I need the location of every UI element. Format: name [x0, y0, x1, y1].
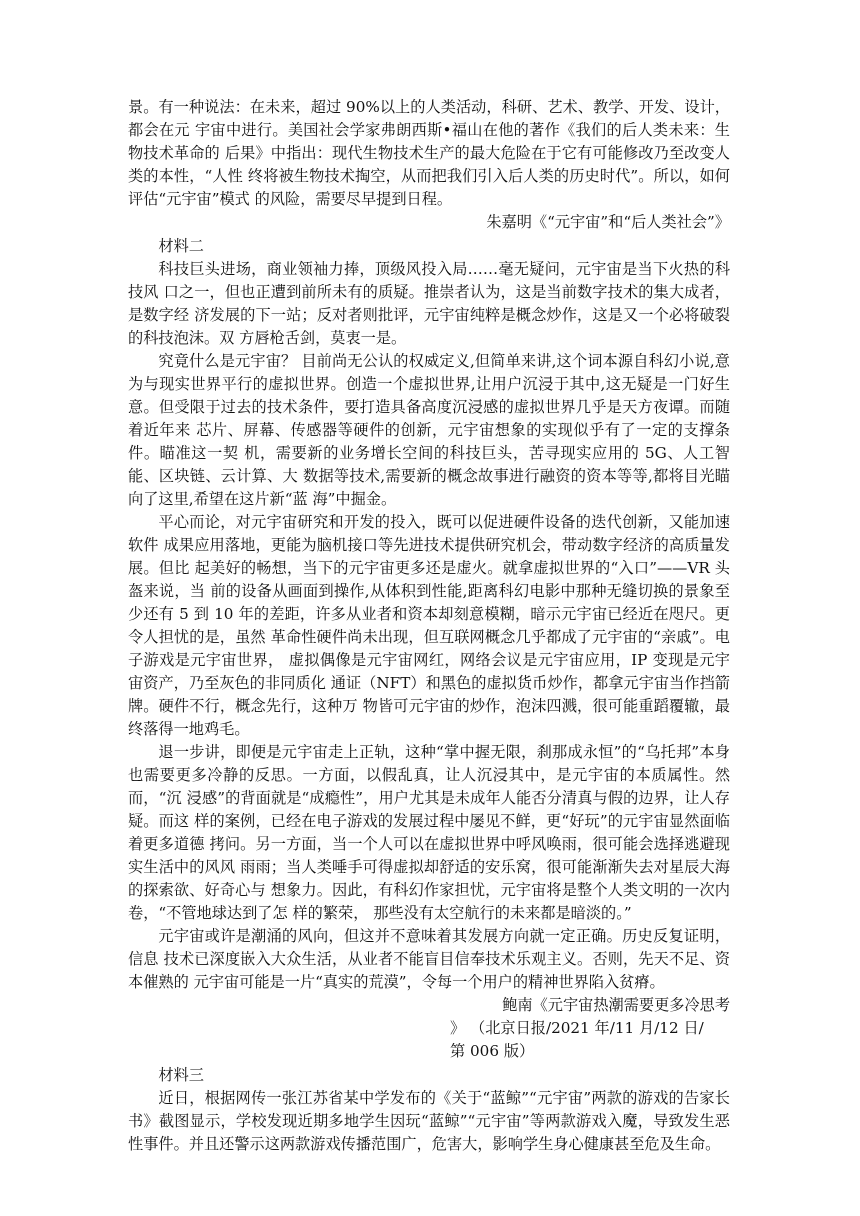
paragraph-material1-ending: 景。有一种说法：在未来，超过 90%以上的人类活动，科研、艺术、教学、开发、设计，都会在元 宇宙中进行。美国社会学家弗朗西斯•福山在他的著作《我们的后人类未来：生物技术革命的 后果》中指出：现代生物技术生产的最大危险在于它有可能修改乃至改变人类的本性，“人性 终将被生物技术掏空，从而把我们引入后人类的历史时代”。所以，如何评估“元宇宙”模式 的风险，需要尽早提到日程。 [128, 98, 730, 208]
source-citation-1: 朱嘉明《“元宇宙”和“后人类社会”》 [486, 213, 730, 231]
paragraph-hype: 平心而论，对元宇宙研究和开发的投入，既可以促进硬件设备的迭代创新，又能加速软件 成果应用落地，更能为脑机接口等先进技术提供研究机会，带动数字经济的高质量发展。但比 起美好的畅想，当下的元宇宙更多还是虚火。就拿虚拟世界的“入口”——VR 头盔来说，当 前的设备从画面到操作,从体积到性能,距离科幻电影中那种无缝切换的景象至少还有 5 到 10 年的差距，许多从业者和资本却刻意模糊，暗示元宇宙已经近在咫尺。更令人担忧的是，虽然 革命性硬件尚未出现，但互联网概念几乎都成了元宇宙的“亲戚”。电子游戏是元宇宙世界， 虚拟偶像是元宇宙网红，网络会议是元宇宙应用，IP 变现是元宇宙资产，乃至灰色的非同质化 通证（NFT）和黑色的虚拟货币炒作，都拿元宇宙当作挡箭牌。硬件不行，概念先行，这种万 物皆可元宇宙的炒作，泡沫四溅，很可能重蹈覆辙，最终落得一地鸡毛。 [128, 513, 730, 738]
paragraph-conclusion: 元宇宙或许是潮涌的风向，但这并不意味着其发展方向就一定正确。历史反复证明，信息 技术已深度嵌入大众生活，从业者不能盲目信奉技术乐观主义。否则，先天不足、资本催熟的 元宇宙可能是一片“真实的荒漠”，令每一个用户的精神世界陷入贫瘠。 [128, 927, 730, 991]
paragraph-material3: 近日，根据网传一张江苏省某中学发布的《关于“蓝鲸”“元宇宙”两款的游戏的告家长 书》截图显示，学校发现近期多地学生因玩“蓝鲸”“元宇宙”等两款游戏入魔，导致发生恶性事件。并且还警示这两款游戏传播范围广，危害大，影响学生身心健康甚至危及生命。 [128, 1089, 730, 1153]
source-citation-2-line2: 》 （北京日报/2021 年/11 月/12 日/ [450, 1019, 704, 1037]
material3-heading: 材料三 [158, 1066, 204, 1084]
source-citation-2-line3: 第 006 版） [450, 1042, 535, 1060]
paragraph-reflection: 退一步讲，即便是元宇宙走上正轨，这种“掌中握无限，刹那成永恒”的“乌托邦”本身 也需要更多冷静的反思。一方面，以假乱真，让人沉浸其中，是元宇宙的本质属性。然而，“沉 浸感”的背面就是“成瘾性”，用户尤其是未成年人能否分清真与假的边界，让人存疑。而这 样的案例，已经在电子游戏的发展过程中屡见不鲜，更“好玩”的元宇宙显然面临着更多道德 拷问。另一方面，当一个人可以在虚拟世界中呼风唤雨，很可能会选择逃避现实生活中的风风 雨雨；当人类唾手可得虚拟却舒适的安乐窝，很可能渐渐失去对星辰大海的探索欲、好奇心与 想象力。因此，有科幻作家担忧，元宇宙将是整个人类文明的一次内卷，“不管地球达到了怎 样的繁荣， 那些没有太空航行的未来都是暗淡的。” [128, 743, 730, 922]
paragraph-definition: 究竟什么是元宇宙？ 目前尚无公认的权威定义,但简单来讲,这个词本源自科幻小说,意为与现实世界平行的虚拟世界。创造一个虚拟世界,让用户沉浸于其中,这无疑是一门好生意。但受限于过去的技术条件，要打造具备高度沉浸感的虚拟世界几乎是天方夜谭。而随着近年来 芯片、屏幕、传感器等硬件的创新，元宇宙想象的实现似乎有了一定的支撑条件。瞄准这一契 机，需要新的业务增长空间的科技巨头，苦寻现实应用的 5G、人工智能、区块链、云计算、大 数据等技术,需要新的概念故事进行融资的资本等等,都将目光瞄向了这里,希望在这片新“蓝 海”中掘金。 [128, 352, 730, 508]
material2-heading: 材料二 [158, 237, 204, 255]
document-page [128, 96, 730, 1156]
source-citation-2-line1: 鲍南《元宇宙热潮需要更多冷思考 [502, 996, 730, 1014]
paragraph-material2-intro: 科技巨头进场，商业领袖力捧，顶级风投入局……毫无疑问，元宇宙是当下火热的科技风 口之一，但也正遭到前所未有的质疑。推崇者认为，这是当前数字技术的集大成者，是数字经 济发展的下一站；反对者则批评，元宇宙纯粹是概念炒作，这是又一个必将破裂的科技泡沫。双 方唇枪舌剑，莫衷一是。 [128, 260, 730, 347]
